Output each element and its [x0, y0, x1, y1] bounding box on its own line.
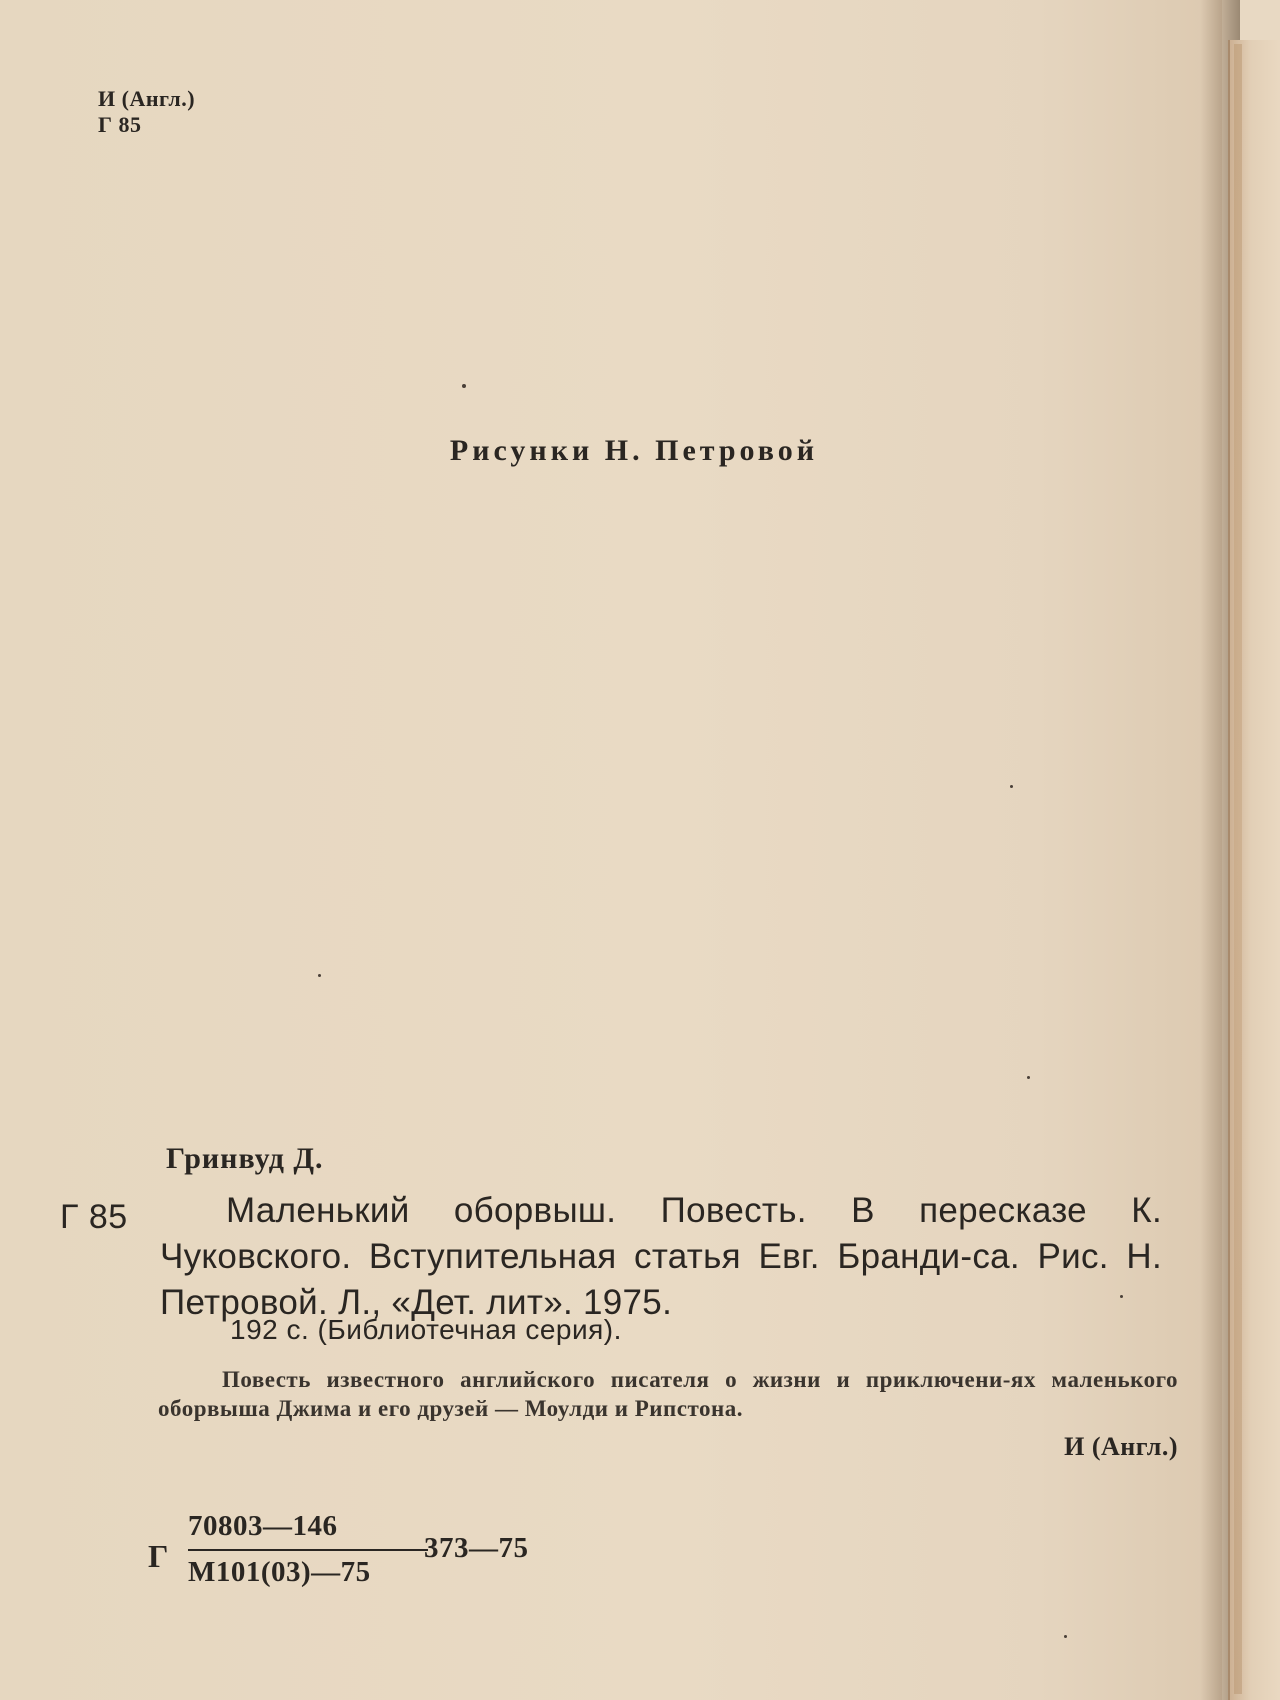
index-numerator: 70803—146: [188, 1510, 338, 1542]
print-speck: [1010, 785, 1013, 788]
publication-index: [148, 1510, 568, 1600]
index-letter: Г: [148, 1538, 169, 1574]
index-tail: 373—75: [424, 1532, 529, 1564]
catalog-description: Маленький оборвыш. Повесть. В пересказе К. Чуковского. Вступительная статья Евг. Бранди-са. Рис. Н. Петровой. Л., «Дет. лит». 1975.: [160, 1191, 1162, 1322]
classification-top-line1: И (Англ.): [98, 86, 196, 111]
catalog-author: Гринвуд Д.: [166, 1142, 324, 1175]
catalog-annotation: Повесть известного английского писателя о жизни и приключени-ях маленького оборвыша Джима и его друзей — Моулди и Рипстона.: [158, 1367, 1178, 1421]
print-speck: [462, 384, 466, 388]
classification-top: [98, 86, 195, 138]
print-speck: [1064, 1635, 1067, 1638]
classification-top-line2: Г 85: [98, 112, 142, 137]
index-fraction-line: [188, 1549, 428, 1551]
catalog-code: Г 85: [60, 1198, 128, 1236]
print-speck: [318, 974, 321, 977]
classification-bottom: И (Англ.): [1064, 1432, 1178, 1461]
index-denominator: М101(03)—75: [188, 1556, 371, 1588]
catalog-pages: 192 с. (Библиотечная серия).: [230, 1314, 622, 1345]
illustrator-credit: Рисунки Н. Петровой: [449, 434, 819, 467]
adjacent-page-crease: [1234, 44, 1242, 1694]
print-speck: [1027, 1076, 1030, 1079]
